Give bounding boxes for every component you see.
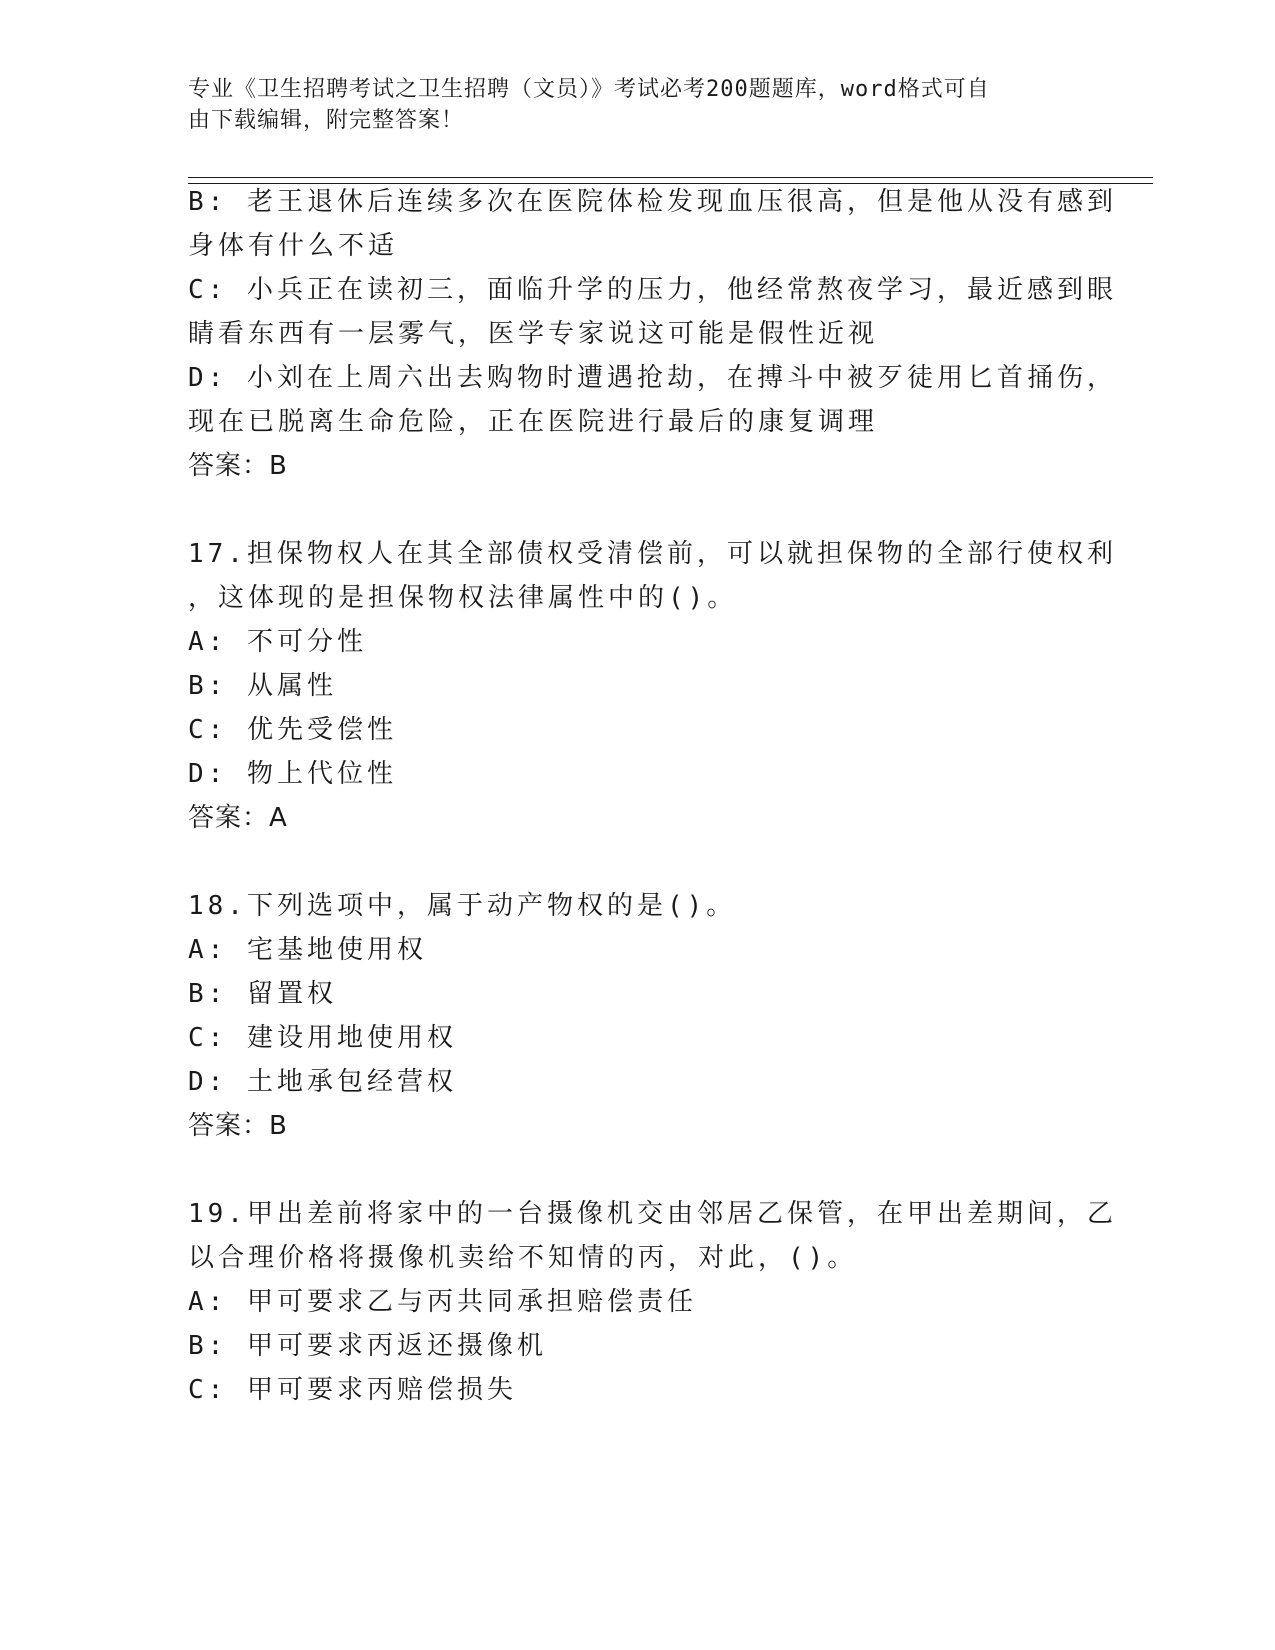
q16-option-d-line-2: 现在已脱离生命危险，正在医院进行最后的康复调理 xyxy=(188,407,879,437)
q18-option-b: B: 留置权 xyxy=(188,979,337,1009)
q17-stem-line-1: 17.担保物权人在其全部债权受清偿前，可以就担保物的全部行使权利 xyxy=(188,539,1117,569)
q18-stem-line-1: 18.下列选项中，属于动产物权的是()。 xyxy=(188,891,737,921)
header-divider-bottom xyxy=(188,183,1153,184)
q16-option-c-line-1: C: 小兵正在读初三，面临升学的压力，他经常熬夜学习，最近感到眼 xyxy=(188,275,1117,305)
header-divider-top xyxy=(188,177,1153,178)
document-header xyxy=(188,74,1068,136)
q19-stem-line-1: 19.甲出差前将家中的一台摄像机交由邻居乙保管，在甲出差期间，乙 xyxy=(188,1199,1117,1229)
q17-option-d: D: 物上代位性 xyxy=(188,759,397,789)
q19-option-a: A: 甲可要求乙与丙共同承担赔偿责任 xyxy=(188,1287,697,1317)
q18-option-a: A: 宅基地使用权 xyxy=(188,935,427,965)
q16-answer: 答案：B xyxy=(188,451,288,481)
q17-option-b: B: 从属性 xyxy=(188,671,337,701)
header-line-1: 专业《卫生招聘考试之卫生招聘（文员）》考试必考200题题库，word格式可自 xyxy=(188,77,990,102)
q17-option-a: A: 不可分性 xyxy=(188,627,367,657)
q16-option-c-line-2: 睛看东西有一层雾气，医学专家说这可能是假性近视 xyxy=(188,319,879,349)
q17-answer: 答案：A xyxy=(188,803,288,833)
q18-option-d: D: 土地承包经营权 xyxy=(188,1067,457,1097)
q17-option-c: C: 优先受偿性 xyxy=(188,715,397,745)
q18-answer: 答案：B xyxy=(188,1111,288,1141)
q17-stem-line-2: ，这体现的是担保物权法律属性中的()。 xyxy=(188,583,738,613)
q16-option-d-line-1: D: 小刘在上周六出去购物时遭遇抢劫，在搏斗中被歹徒用匕首捅伤， xyxy=(188,363,1117,393)
q19-option-b: B: 甲可要求丙返还摄像机 xyxy=(188,1331,547,1361)
q19-stem-line-2: 以合理价格将摄像机卖给不知情的丙，对此，()。 xyxy=(188,1243,858,1273)
q18-option-c: C: 建设用地使用权 xyxy=(188,1023,457,1053)
header-line-2: 由下载编辑，附完整答案！ xyxy=(188,108,465,133)
q16-option-b-line-2: 身体有什么不适 xyxy=(188,231,399,261)
q16-option-b-line-1: B: 老王退休后连续多次在医院体检发现血压很高，但是他从没有感到 xyxy=(188,187,1117,217)
q19-option-c: C: 甲可要求丙赔偿损失 xyxy=(188,1375,517,1405)
